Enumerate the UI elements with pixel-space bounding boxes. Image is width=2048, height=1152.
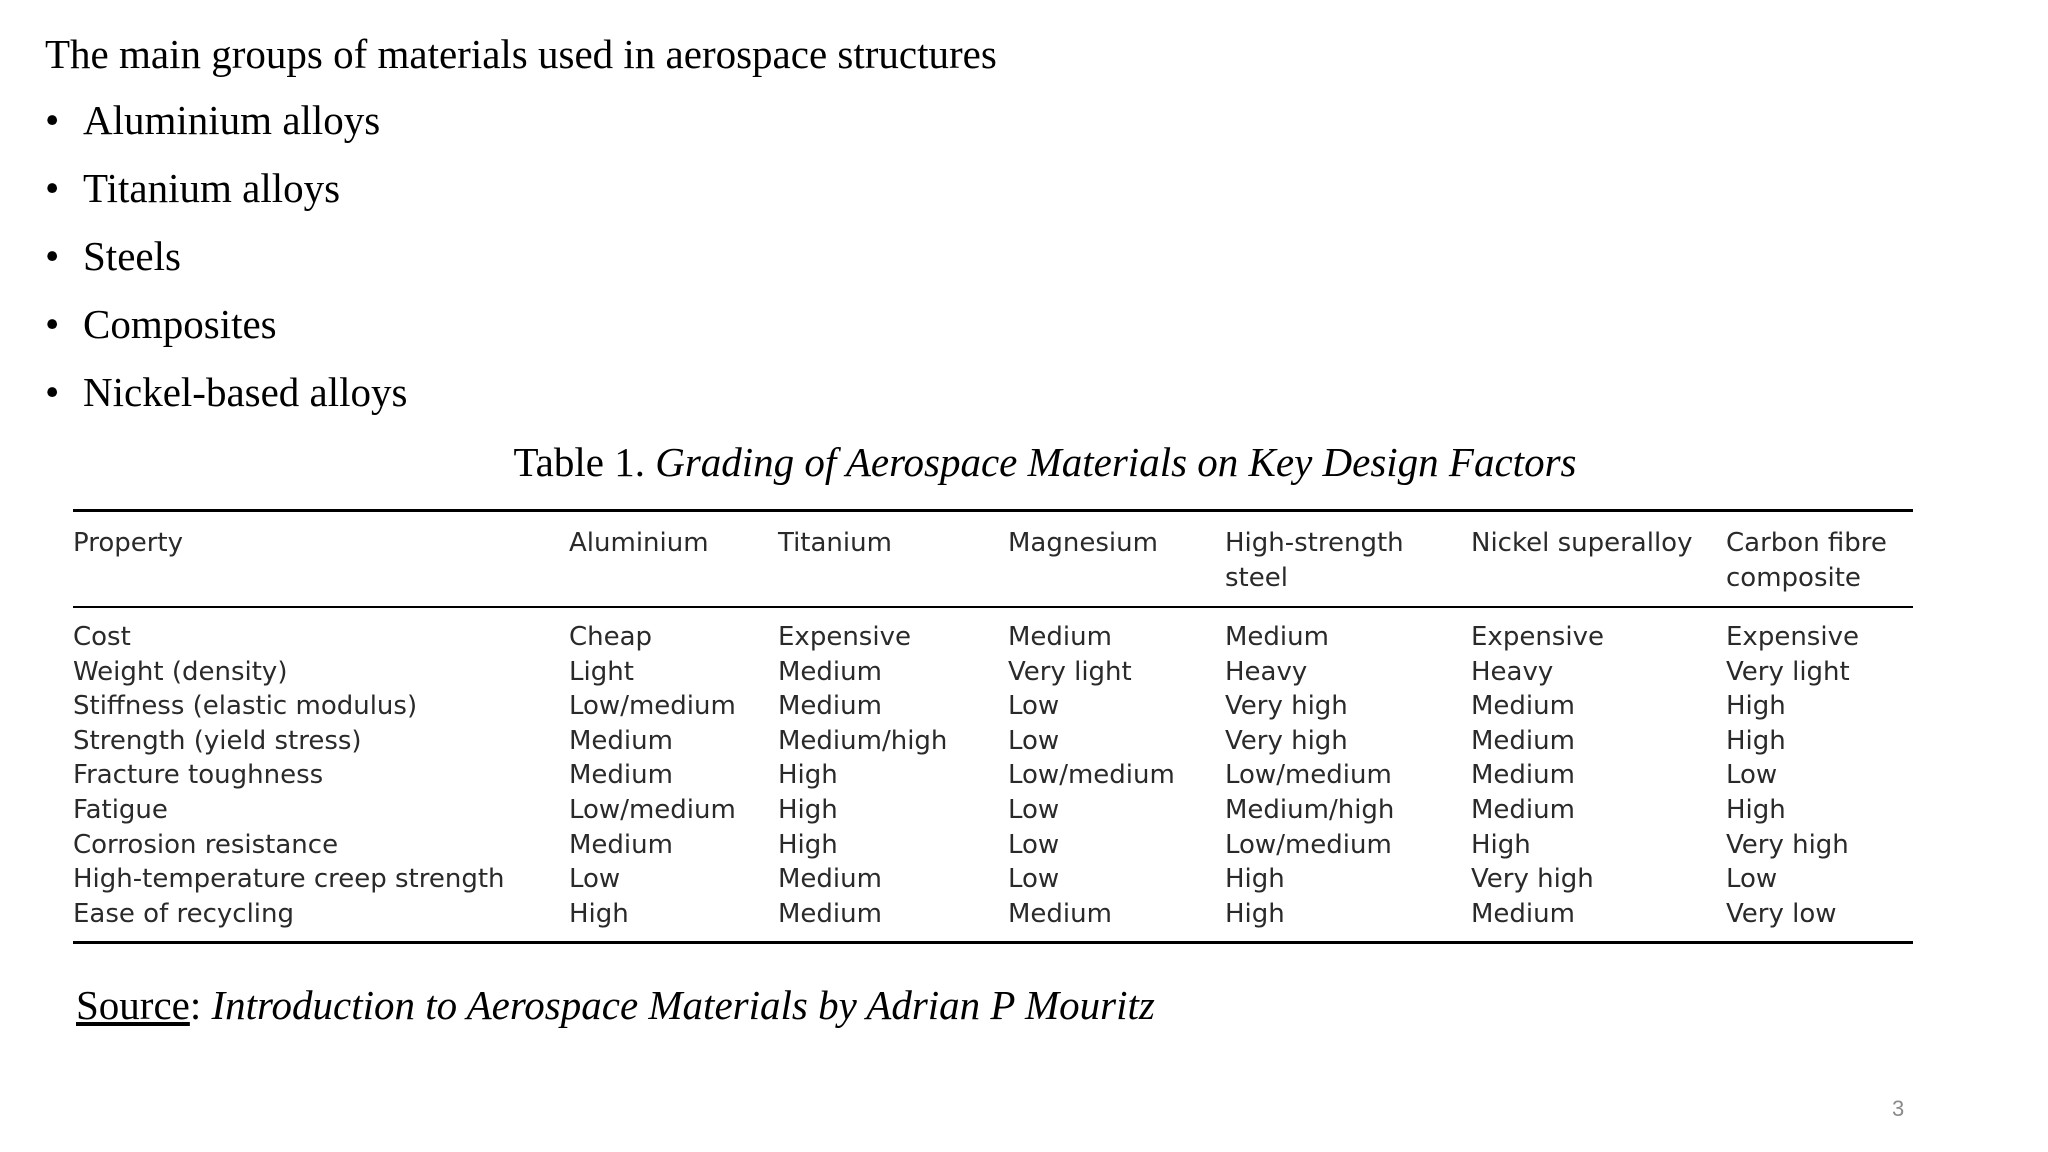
- source-citation: [76, 979, 1155, 1031]
- table-row: [73, 758, 1913, 793]
- grade-cell: Very high: [1726, 829, 1849, 860]
- grade-cell: Cheap: [569, 622, 653, 652]
- bullet-icon: •: [45, 97, 60, 143]
- grade-cell: Low/medium: [1225, 829, 1392, 860]
- grade-cell: Medium/high: [1225, 794, 1395, 825]
- header-row: [73, 512, 1913, 607]
- table-body: [73, 607, 1913, 941]
- table-row: [73, 655, 1913, 690]
- table-header: [73, 512, 1913, 607]
- grade-cell: Low: [1008, 725, 1060, 756]
- property-cell: Cost: [73, 622, 131, 652]
- table-row: [73, 862, 1913, 897]
- property-cell: Fracture toughness: [73, 760, 324, 791]
- grade-cell: Low: [1008, 864, 1060, 895]
- column-header: Magnesium: [1008, 528, 1158, 558]
- property-cell: Strength (yield stress): [73, 725, 362, 756]
- list-item: [45, 162, 407, 230]
- grade-cell: Low/medium: [1008, 760, 1175, 791]
- property-cell: Weight (density): [73, 656, 288, 687]
- source-separator: :: [189, 982, 212, 1028]
- table-row: [73, 828, 1913, 863]
- grade-cell: Medium: [1471, 760, 1575, 791]
- property-cell: High-temperature creep strength: [73, 864, 505, 895]
- grade-cell: Medium: [778, 656, 882, 687]
- property-cell: Fatigue: [73, 794, 168, 825]
- grade-cell: Expensive: [778, 622, 911, 652]
- column-header: Property: [73, 528, 184, 558]
- grade-cell: High: [778, 794, 838, 825]
- bullet-icon: •: [45, 165, 60, 211]
- property-cell: Corrosion resistance: [73, 829, 339, 860]
- grade-cell: High: [1726, 691, 1786, 722]
- grade-cell: Medium: [1471, 725, 1575, 756]
- grade-cell: High: [1225, 898, 1285, 929]
- grade-cell: Medium: [778, 864, 882, 895]
- property-cell: Ease of recycling: [73, 898, 295, 929]
- grade-cell: Very high: [1225, 725, 1348, 756]
- column-header: Carbon fibre composite: [1726, 528, 1887, 593]
- grade-cell: Medium: [569, 829, 673, 860]
- grade-cell: High: [778, 760, 838, 791]
- bullet-icon: •: [45, 301, 60, 347]
- grade-cell: Medium: [569, 760, 673, 791]
- grade-cell: Medium: [1471, 898, 1575, 929]
- grade-cell: Very high: [1471, 864, 1594, 895]
- grade-cell: Low: [1726, 864, 1778, 895]
- list-item-label: Composites: [83, 301, 277, 347]
- table-row: [73, 897, 1913, 942]
- grade-cell: Medium: [1471, 691, 1575, 722]
- caption-title: Grading of Aerospace Materials on Key Design Factors: [655, 439, 1577, 485]
- table-row: [73, 724, 1913, 759]
- column-header: Titanium: [778, 528, 892, 558]
- grade-cell: Low/medium: [569, 794, 736, 825]
- caption-prefix: Table 1.: [513, 439, 656, 485]
- slide-intro: The main groups of materials used in aerospace structures: [45, 31, 997, 77]
- source-text: Introduction to Aerospace Materials by Adrian P Mouritz: [211, 982, 1155, 1028]
- grade-cell: Medium: [1471, 794, 1575, 825]
- list-item: [45, 298, 407, 366]
- column-header: High-strength steel: [1225, 528, 1404, 593]
- grade-cell: Low: [569, 864, 621, 895]
- source-label: Source: [76, 982, 190, 1028]
- table-caption: [0, 436, 2048, 488]
- column-header: Aluminium: [569, 528, 709, 558]
- column-header: Nickel superalloy: [1471, 528, 1693, 558]
- list-item-label: Titanium alloys: [83, 165, 341, 211]
- materials-table: [73, 512, 1913, 941]
- materials-list: [45, 94, 407, 434]
- grade-cell: High: [1225, 864, 1285, 895]
- grade-cell: Medium/high: [778, 725, 948, 756]
- table-row: [73, 689, 1913, 724]
- grade-cell: High: [1726, 725, 1786, 756]
- grade-cell: Low: [1008, 794, 1060, 825]
- grade-cell: Medium: [1008, 898, 1112, 929]
- grade-cell: Medium: [569, 725, 673, 756]
- list-item-label: Nickel-based alloys: [83, 369, 408, 415]
- table-row: [73, 793, 1913, 828]
- grade-cell: Heavy: [1471, 656, 1554, 687]
- bullet-icon: •: [45, 369, 60, 415]
- grade-cell: Expensive: [1471, 622, 1604, 652]
- grade-cell: Medium: [1008, 622, 1112, 652]
- grade-cell: Low: [1008, 829, 1060, 860]
- list-item-label: Steels: [83, 233, 181, 279]
- grade-cell: Very light: [1008, 656, 1132, 687]
- grade-cell: Low/medium: [1225, 760, 1392, 791]
- property-cell: Stiffness (elastic modulus): [73, 691, 418, 722]
- grade-cell: Heavy: [1225, 656, 1308, 687]
- grade-cell: Very low: [1726, 898, 1837, 929]
- grade-cell: High: [778, 829, 838, 860]
- materials-table-container: [73, 509, 1913, 944]
- grade-cell: Very light: [1726, 656, 1850, 687]
- grade-cell: Low/medium: [569, 691, 736, 722]
- page-number: 3: [1892, 1096, 1905, 1121]
- grade-cell: High: [1726, 794, 1786, 825]
- bullet-icon: •: [45, 233, 60, 279]
- grade-cell: Medium: [778, 691, 882, 722]
- grade-cell: Light: [569, 656, 634, 687]
- table-row: [73, 607, 1913, 655]
- grade-cell: Medium: [778, 898, 882, 929]
- grade-cell: Expensive: [1726, 622, 1859, 652]
- list-item: [45, 230, 407, 298]
- grade-cell: High: [569, 898, 629, 929]
- list-item: [45, 94, 407, 162]
- grade-cell: High: [1471, 829, 1531, 860]
- grade-cell: Very high: [1225, 691, 1348, 722]
- grade-cell: Low: [1726, 760, 1778, 791]
- grade-cell: Low: [1008, 691, 1060, 722]
- grade-cell: Medium: [1225, 622, 1329, 652]
- list-item: [45, 366, 407, 434]
- list-item-label: Aluminium alloys: [83, 97, 381, 143]
